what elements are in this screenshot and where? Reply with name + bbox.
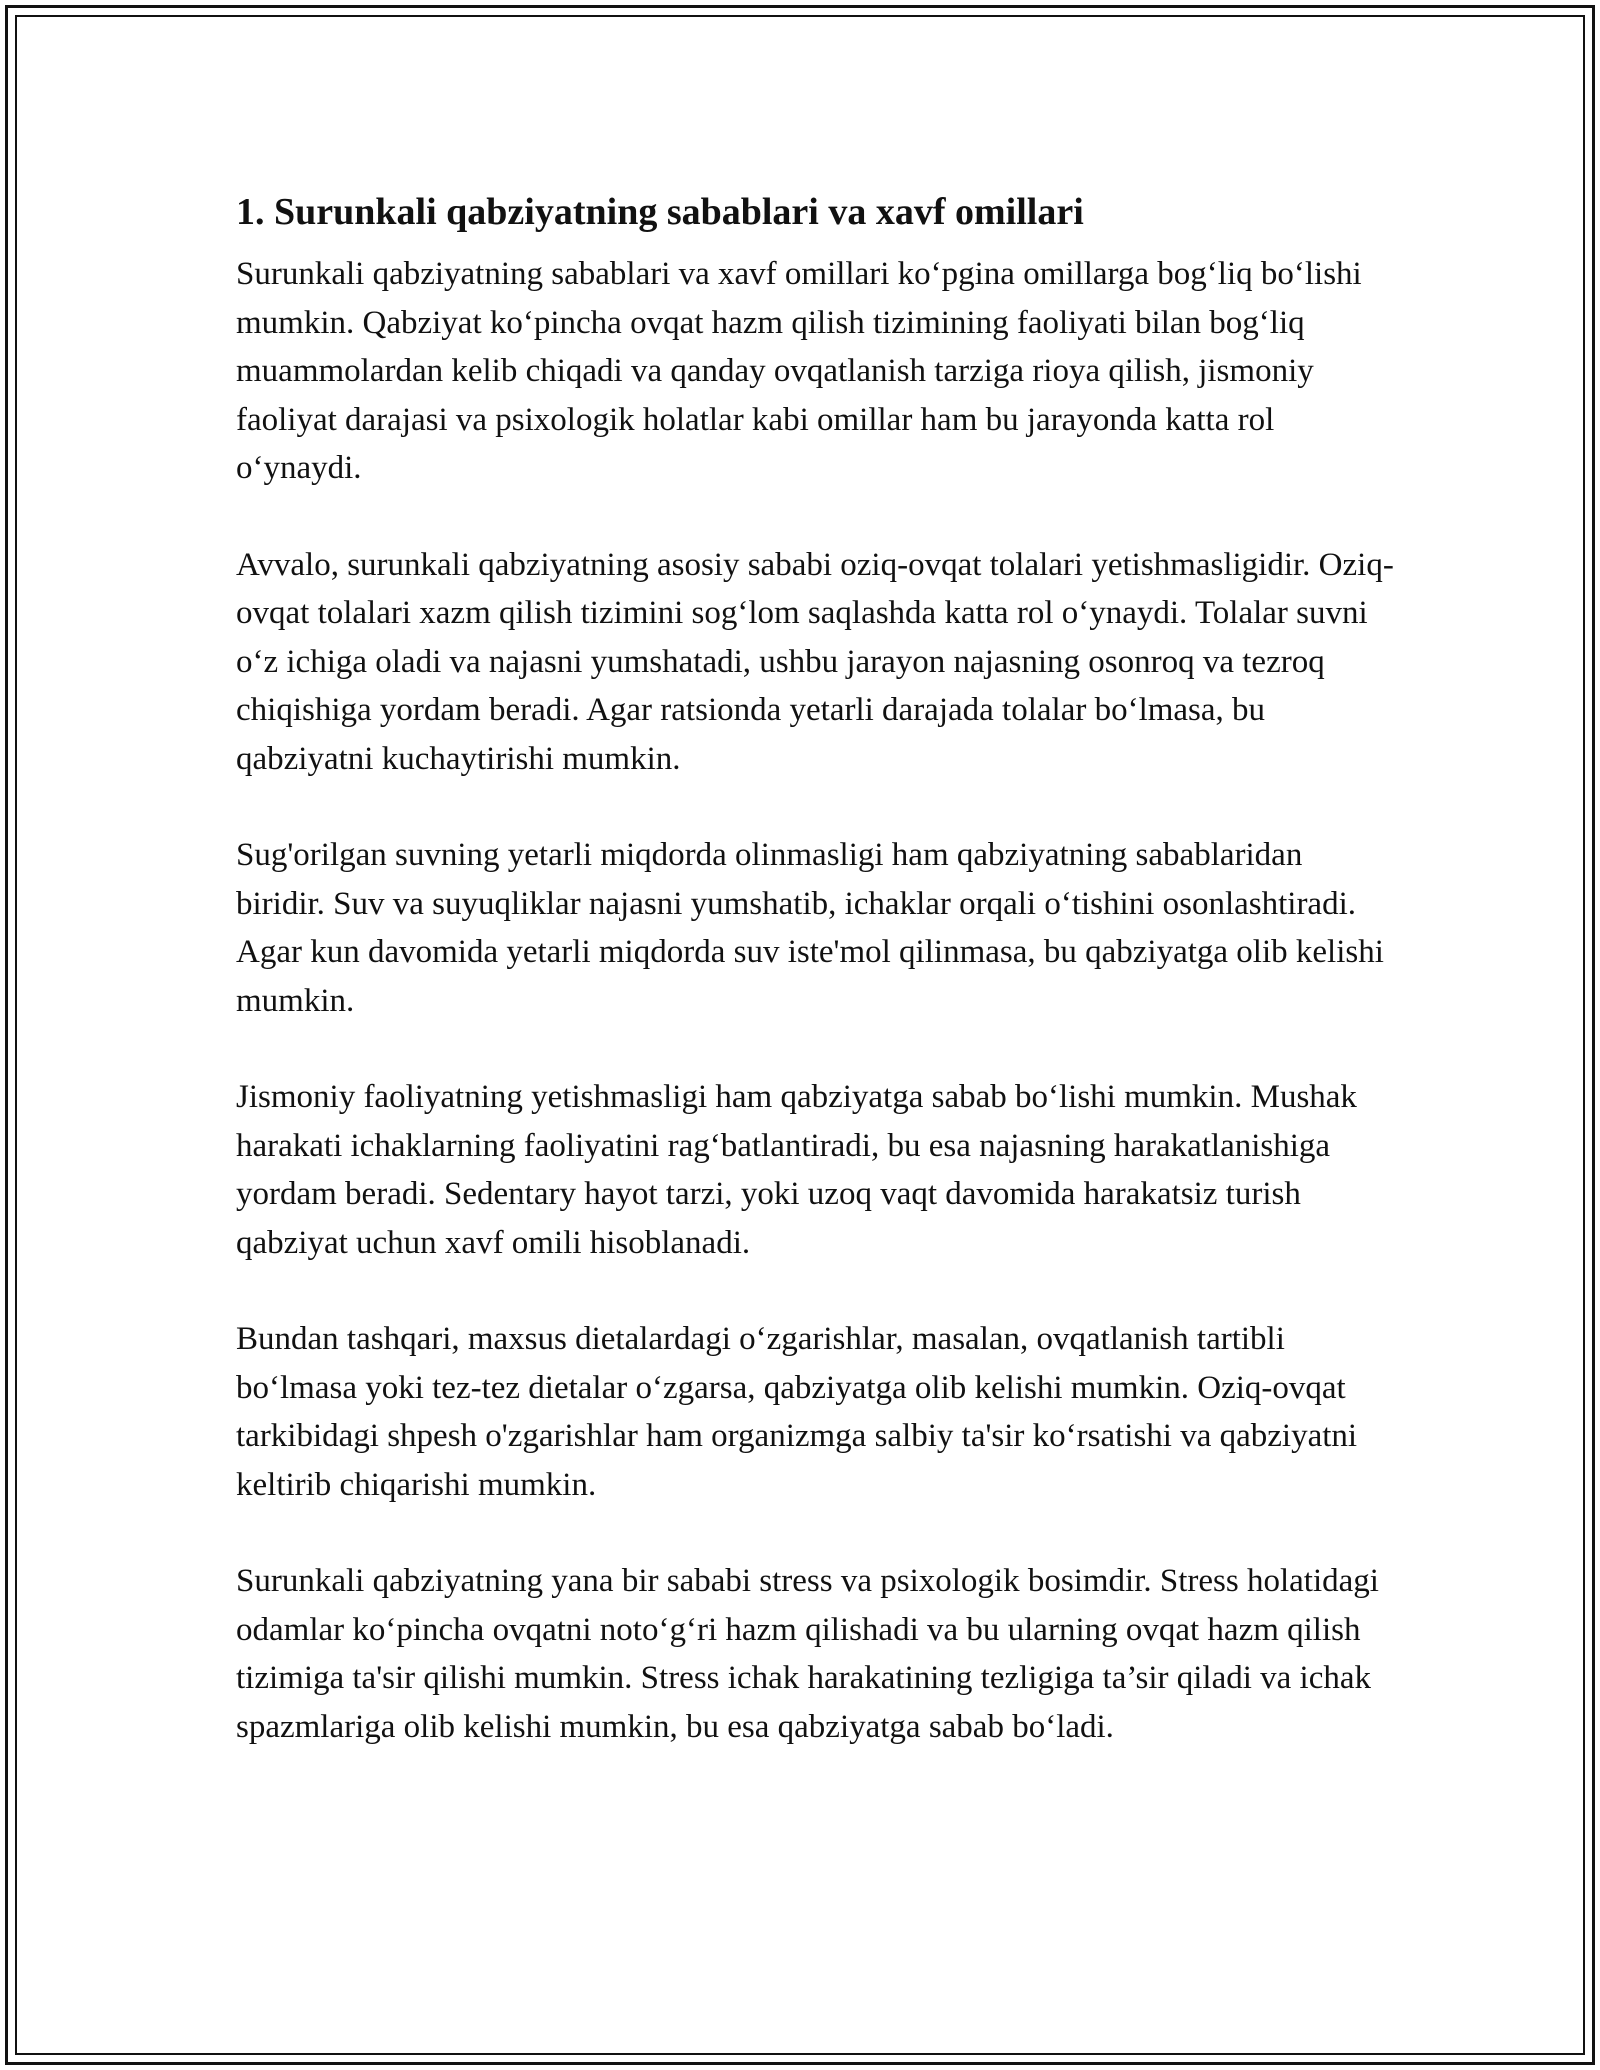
document-body — [236, 186, 1396, 1751]
paragraph-1: Surunkali qabziyatning sabablari va xavf omillari ko‘pgina omillarga bog‘liq bo‘lishi mumkin. Qabziyat ko‘pincha ovqat hazm qilish tizimining faoliyati bilan bog‘liq muammolardan kelib chiqadi va qanday ovqatlanish tarziga rioya qilish, jismoniy faoliyat darajasi va psixologik holatlar kabi omillar ham bu jarayonda katta rol o‘ynaydi. — [236, 256, 1362, 486]
paragraph-3: Sug'orilgan suvning yetarli miqdorda olinmasligi ham qabziyatning sabablaridan biridir. Suv va suyuqliklar najasni yumshatib, ichaklar orqali o‘tishini osonlashtiradi. Agar kun davomida yetarli miqdorda suv iste'mol qilinmasa, bu qabziyatga olib kelishi mumkin. — [236, 837, 1384, 1019]
section-heading: 1. Surunkali qabziyatning sabablari va xavf omillari — [236, 191, 1084, 233]
paragraph-5: Bundan tashqari, maxsus dietalardagi o‘zgarishlar, masalan, ovqatlanish tartibli bo‘lmasa yoki tez-tez dietalar o‘zgarsa, qabziyatga olib kelishi mumkin. Oziq-ovqat tarkibidagi shpesh o'zgarishlar ham organizmga salbiy ta'sir ko‘rsatishi va qabziyatni keltirib chiqarishi mumkin. — [236, 1321, 1358, 1503]
paragraph-4: Jismoniy faoliyatning yetishmasligi ham qabziyatga sabab bo‘lishi mumkin. Mushak harakati ichaklarning faoliyatini rag‘batlantiradi, bu esa najasning harakatlanishiga yordam beradi. Sedentary hayot tarzi, yoki uzoq vaqt davomida harakatsiz turish qabziyat uchun xavf omili hisoblanadi. — [236, 1079, 1357, 1261]
paragraph-2: Avvalo, surunkali qabziyatning asosiy sababi oziq-ovqat tolalari yetishmasligidir. Oziq-ovqat tolalari xazm qilish tizimini sog‘lom saqlashda katta rol o‘ynaydi. Tolalar suvni o‘z ichiga oladi va najasni yumshatadi, ushbu jarayon najasning osonroq va tezroq chiqishiga yordam beradi. Agar ratsionda yetarli darajada tolalar bo‘lmasa, bu qabziyatni kuchaytirishi mumkin. — [236, 546, 1394, 777]
paragraph-6: Surunkali qabziyatning yana bir sababi stress va psixologik bosimdir. Stress holatidagi odamlar ko‘pincha ovqatni noto‘g‘ri hazm qilishadi va bu ularning ovqat hazm qilish tizimiga ta'sir qilishi mumkin. Stress ichak harakatining tezligiga ta’sir qiladi va ichak spazmlariga olib kelishi mumkin, bu esa qabziyatga sabab bo‘ladi. — [236, 1563, 1379, 1745]
